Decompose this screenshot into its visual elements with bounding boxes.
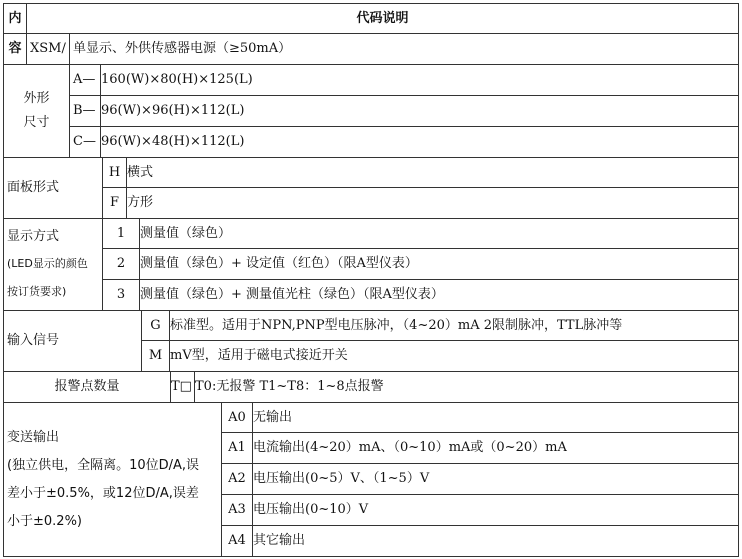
transmit-value-a2-text: 电压输出(0~5）V、（1~5）V: [253, 471, 430, 486]
panel-value-f: [126, 187, 739, 219]
transmit-value-a3-text: 电压输出(0~10）V: [253, 502, 369, 517]
transmit-code-a4: [221, 525, 253, 557]
display-note-line1: (LED显示的颜色: [7, 256, 88, 270]
panel-label: 面板形式: [7, 180, 60, 195]
transmit-code-a2-text: A2: [228, 471, 246, 486]
dimension-code-a-text: A—: [73, 72, 96, 87]
model-description: 单显示、外供传感器电源（≥50mA）: [73, 41, 292, 56]
transmit-note-line3: 小于±0.2%): [7, 513, 82, 529]
header-left-top: [3, 3, 27, 34]
dimension-value-c: [100, 126, 739, 158]
transmit-value-a2: [252, 463, 739, 495]
panel-label-cell: [3, 157, 103, 219]
model-code: XSM/: [30, 41, 66, 56]
dimensions-label-line2: 尺寸: [23, 115, 50, 130]
transmit-code-a1: [221, 432, 253, 464]
header-left-bottom: [3, 33, 27, 65]
header-left-bottom-text: 容: [8, 41, 22, 56]
display-value-2: [139, 248, 739, 280]
dimension-code-a: [69, 64, 101, 96]
panel-code-f-text: F: [109, 195, 120, 210]
input-value-m-text: mV型，适用于磁电式接近开关: [170, 348, 348, 363]
header-left-top-text: 内: [8, 10, 22, 26]
input-code-g: [141, 310, 170, 341]
alarm-value: T0:无报警 T1~T8：1~8点报警: [195, 379, 384, 394]
display-code-3: [102, 279, 140, 311]
dimension-value-c-text: 96(W)×48(H)×112(L): [101, 134, 245, 149]
display-label: 显示方式: [7, 228, 60, 244]
title-text: 代码说明: [356, 10, 409, 26]
input-value-m: [169, 340, 739, 372]
dimensions-label-line1: 外形: [23, 91, 50, 106]
transmit-value-a4: [252, 525, 739, 557]
display-code-1-text: 1: [116, 225, 126, 241]
transmit-value-a1: [252, 432, 739, 464]
transmit-code-a3: [221, 494, 253, 526]
alarm-code-cell: [170, 371, 195, 403]
display-value-1: [139, 218, 739, 249]
dimension-code-b: [69, 95, 101, 127]
page-title: [26, 3, 739, 34]
display-value-3-text: 测量值（绿色）+ 测量值光柱（绿色）（限A型仪表）: [140, 287, 444, 302]
input-label-cell: [3, 310, 142, 372]
dimensions-label-cell: [3, 64, 70, 158]
transmit-note-line2: 差小于±0.5%，或12位D/A,误差: [7, 485, 199, 501]
display-value-1-text: 测量值（绿色）: [140, 225, 232, 241]
model-description-cell: [69, 33, 739, 65]
transmit-code-a2: [221, 463, 253, 495]
dimension-code-c-text: C—: [73, 134, 96, 149]
transmit-label: 变送输出: [7, 429, 60, 445]
transmit-value-a0: [252, 402, 739, 433]
transmit-value-a1-text: 电流输出(4~20）mA、（0~10）mA或（0~20）mA: [253, 440, 567, 455]
dimension-value-b: [100, 95, 739, 127]
transmit-code-a0: [221, 402, 253, 433]
dimension-value-a: [100, 64, 739, 96]
alarm-code: T□: [171, 379, 192, 394]
panel-code-f: [102, 187, 127, 219]
display-code-1: [102, 218, 140, 249]
alarm-value-cell: [194, 371, 739, 403]
display-note-line2: 按订货要求): [7, 284, 67, 298]
display-code-2: [102, 248, 140, 280]
display-code-3-text: 3: [116, 287, 126, 302]
dimension-value-b-text: 96(W)×96(H)×112(L): [101, 103, 245, 118]
alarm-label-cell: [3, 371, 171, 403]
transmit-value-a3: [252, 494, 739, 526]
transmit-code-a0-text: A0: [228, 409, 246, 425]
display-label-cell: [3, 218, 103, 311]
input-code-g-text: G: [150, 317, 161, 333]
input-code-m-text: M: [148, 348, 163, 363]
dimension-code-c: [69, 126, 101, 158]
display-code-2-text: 2: [116, 256, 126, 271]
display-value-3: [139, 279, 739, 311]
model-code-cell: [26, 33, 70, 65]
transmit-label-cell: [3, 402, 222, 557]
display-value-2-text: 测量值（绿色）+ 设定值（红色）（限A型仪表）: [140, 256, 418, 271]
transmit-code-a1-text: A1: [228, 440, 246, 455]
dimension-code-b-text: B—: [73, 103, 96, 118]
transmit-value-a0-text: 无输出: [253, 409, 293, 425]
input-label: 输入信号: [7, 333, 60, 348]
transmit-note-line1: (独立供电，全隔离。10位D/A,误: [7, 457, 200, 473]
panel-value-h: [126, 157, 739, 188]
transmit-value-a4-text: 其它输出: [253, 533, 306, 548]
transmit-code-a4-text: A4: [228, 533, 246, 548]
panel-value-h-text: 横式: [127, 164, 154, 180]
panel-value-f-text: 方形: [127, 195, 154, 210]
panel-code-h: [102, 157, 127, 188]
alarm-label: 报警点数量: [54, 379, 120, 394]
transmit-code-a3-text: A3: [228, 502, 246, 517]
panel-code-h-text: H: [108, 164, 121, 180]
dimension-value-a-text: 160(W)×80(H)×125(L): [101, 72, 253, 87]
input-value-g-text: 标准型。适用于NPN,PNP型电压脉冲，（4~20）mA 2限制脉冲，TTL脉冲等: [170, 317, 623, 333]
input-code-m: [141, 340, 170, 372]
input-value-g: [169, 310, 739, 341]
